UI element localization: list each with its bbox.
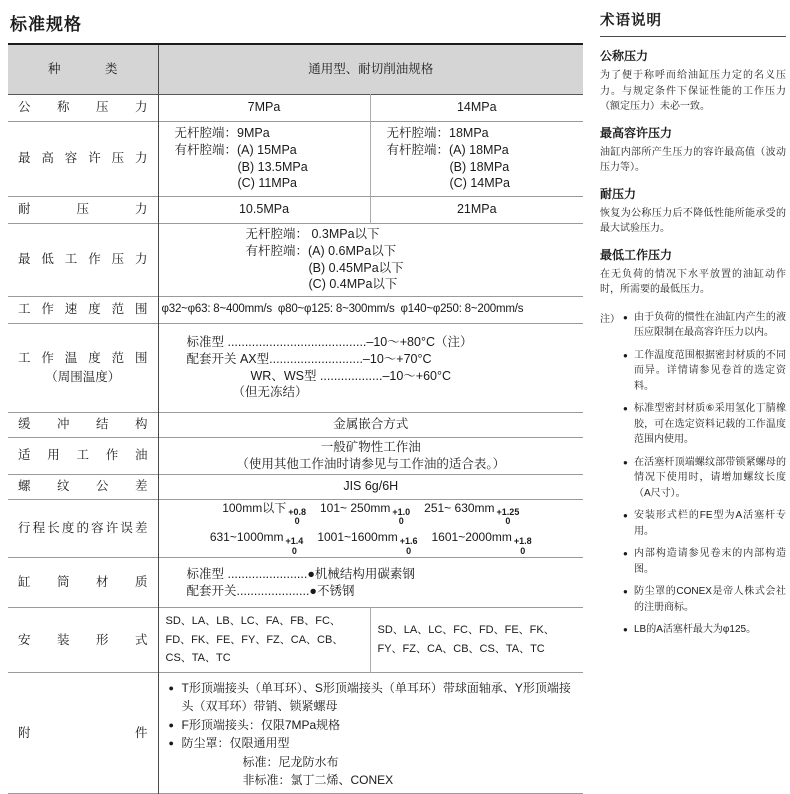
header-kind-label: 种类 <box>8 44 158 94</box>
glossary-heading: 耐压力 <box>600 186 637 201</box>
cell-line: (B) 18MPa <box>449 159 510 174</box>
cell-line: 标准型 ........................................–10～+80°C（注） <box>186 334 473 349</box>
cell-line: 一般矿物性工作油 <box>320 439 421 454</box>
max-allowable-14mpa-cell <box>370 121 583 196</box>
note-label: 注） <box>600 313 620 325</box>
nominal-7mpa: 7MPa <box>247 100 281 115</box>
row-label: 工作速度范围 <box>8 296 158 323</box>
row-label: 附件 <box>8 673 158 794</box>
spec-table <box>8 43 583 794</box>
row-stroke-length-tolerance <box>8 499 583 558</box>
row-label: 适用工作油 <box>8 437 158 474</box>
oil-cell <box>158 437 583 474</box>
cell-line: (C) 0.4MPa以下 <box>308 277 398 292</box>
row-label: 公称压力 <box>8 94 158 121</box>
row-min-working-pressure <box>8 223 583 296</box>
accessory-item: ● F形顶端接头：仅限7MPa规格 <box>168 717 341 732</box>
table-header-row <box>8 44 583 94</box>
stroke-tolerance-line <box>159 500 584 528</box>
row-label: 耐压力 <box>8 196 158 223</box>
note-item: ● 内部构造请参见卷末的内部构造图。 <box>623 548 786 575</box>
row-label: 螺纹公差 <box>8 474 158 499</box>
glossary-body: 为了便于称呼而给油缸压力定的名义压力。与规定条件下保证性能的工作压力（额定压力）未必一致。 <box>600 70 786 112</box>
row-applicable-oil <box>8 437 583 474</box>
label-line: 工作温度范围 <box>18 350 148 365</box>
note-item: ● LB的A活塞杆最大为φ125。 <box>623 624 757 635</box>
cell-line: 无杆腔端：18MPa <box>386 125 489 140</box>
stroke-tolerance-cell <box>158 499 583 558</box>
notes-block <box>600 310 786 638</box>
row-withstand-pressure <box>8 196 583 223</box>
cell-line: WR、WS型 ..................–10～+60°C <box>250 368 452 383</box>
speed-range-value: φ32~φ63: 8~400mm/s φ80~φ125: 8~300mm/s φ140~φ250: 8~200mm/s <box>161 302 524 315</box>
tolerance-segment: 251~ 630mm +1.25 0 <box>424 500 520 527</box>
tolerance-segment: 100mm以下 +0.8 0 <box>222 500 306 527</box>
note-item: ● 安装形式栏的FE型为A活塞杆专用。 <box>623 510 786 537</box>
cell-line: 有杆腔端：(A) 18MPa <box>386 142 509 157</box>
bullet-icon: ● <box>623 549 628 558</box>
row-max-allowable-pressure <box>8 121 583 196</box>
row-mounting-type <box>8 608 583 673</box>
row-tube-material <box>8 558 583 608</box>
glossary-panel <box>600 8 786 794</box>
cell-line: (B) 13.5MPa <box>237 159 308 174</box>
notes-list <box>623 310 786 638</box>
bullet-icon: ● <box>168 719 174 730</box>
cell-line: (C) 11MPa <box>237 176 298 191</box>
max-allowable-7mpa-cell <box>158 121 370 196</box>
tube-material-cell <box>158 558 583 608</box>
bullet-icon: ● <box>623 312 628 322</box>
bullet-icon: ● <box>168 683 174 694</box>
spec-title: 标准规格 <box>10 15 82 34</box>
row-label: 缓冲结构 <box>8 412 158 437</box>
cell-line: （使用其他工作油时请参见与工作油的适合表。） <box>236 456 506 471</box>
temperature-cell <box>158 323 583 412</box>
header-kind-value: 通用型、耐切削油规格 <box>308 61 434 76</box>
spec-panel <box>8 8 583 794</box>
accessory-item: ● 防尘罩：仅限通用型 <box>168 736 290 751</box>
bullet-icon: ● <box>623 404 628 413</box>
row-label: 最低工作压力 <box>8 223 158 296</box>
glossary-body: 恢复为公称压力后不降低性能所能承受的最大试验压力。 <box>600 207 786 234</box>
withstand-7mpa: 10.5MPa <box>238 202 290 217</box>
row-accessories <box>8 673 583 794</box>
row-thread-tolerance <box>8 474 583 499</box>
cell-line: (B) 0.45MPa以下 <box>308 260 404 275</box>
row-label: 最高容许压力 <box>8 121 158 196</box>
row-label: 行程长度的容许误差 <box>8 499 158 558</box>
glossary-body: 油缸内部所产生压力的容许最高值（波动压力等）。 <box>600 146 786 173</box>
tolerance-segment: 101~ 250mm +1.0 0 <box>319 500 411 527</box>
bullet-icon: ● <box>623 350 628 360</box>
label-line: （周围温度） <box>45 369 121 384</box>
tolerance-segment: 631~1000mm +1.4 0 <box>209 530 304 557</box>
accessory-subitem: 标准：尼龙防水布 <box>242 754 339 769</box>
accessory-item: ● T形顶端接头（单耳环）、S形顶端接头（单耳环）带球面轴承、Y形顶端接头（双耳环）带销、锁紧螺母 <box>168 681 571 714</box>
bullet-icon: ● <box>168 738 174 749</box>
row-cushion-structure <box>8 412 583 437</box>
cell-line: 有杆腔端：(A) 0.6MPa以下 <box>245 243 397 258</box>
bullet-icon: ● <box>623 625 628 634</box>
row-working-temperature-range <box>8 323 583 412</box>
cell-line: 标准型 .......................●机械结构用碳素钢 <box>186 566 415 581</box>
withstand-14mpa: 21MPa <box>370 196 583 223</box>
mounting-14mpa: SD、LA、LC、FC、FD、FE、FK、FY、FZ、CA、CB、CS、TA、TC <box>370 608 583 673</box>
note-item: ● 标准型密封材质⑥采用氢化丁腈橡胶，可在选定资料记载的工作温度范围内使用。 <box>623 403 786 445</box>
title-rule <box>600 36 786 37</box>
cell-line: 有杆腔端：(A) 15MPa <box>174 142 297 157</box>
bullet-icon: ● <box>623 457 628 467</box>
accessories-cell <box>158 673 583 794</box>
cell-line: 无杆腔端： 0.3MPa以下 <box>245 226 380 241</box>
mounting-7mpa: SD、LA、LB、LC、FA、FB、FC、FD、FK、FE、FY、FZ、CA、CB、CS、TA、TC <box>165 615 344 665</box>
stroke-tolerance-line <box>159 529 584 557</box>
row-label: 安装形式 <box>8 608 158 673</box>
min-working-cell <box>158 223 583 296</box>
cell-line: （但无冻结） <box>232 385 308 400</box>
bullet-icon: ● <box>623 511 628 520</box>
glossary-heading: 公称压力 <box>600 49 649 63</box>
glossary-heading: 最高容许压力 <box>600 125 673 140</box>
cell-line: 配套开关.....................●不锈钢 <box>186 583 355 598</box>
bullet-icon: ● <box>623 587 628 596</box>
cell-line: (C) 14MPa <box>449 176 510 191</box>
row-label <box>8 323 158 412</box>
thread-tolerance-value: JIS 6g/6H <box>343 479 399 494</box>
note-item: ● 防尘罩的CONEX是帝人株式会社的注册商标。 <box>623 586 786 613</box>
nominal-14mpa: 14MPa <box>370 94 583 121</box>
tolerance-segment: 1601~2000mm +1.8 0 <box>431 530 532 557</box>
tolerance-segment: 1001~1600mm +1.6 0 <box>317 530 418 557</box>
cushion-value: 金属嵌合方式 <box>333 417 409 432</box>
glossary-title: 术语说明 <box>600 13 662 29</box>
cell-line: 配套开关 AX型...........................–10～+70°C <box>186 351 432 366</box>
note-item: ● 由于负荷的惯性在油缸内产生的液压应限制在最高容许压力以内。 <box>623 311 786 338</box>
row-label: 缸筒材质 <box>8 558 158 608</box>
cell-line: 无杆腔端：9MPa <box>174 125 270 140</box>
accessory-subitem: 非标准：氯丁二烯、CONEX <box>242 772 394 787</box>
glossary-body: 在无负荷的情况下水平放置的油缸动作时，所需要的最低压力。 <box>600 268 786 295</box>
glossary-heading: 最低工作压力 <box>600 247 673 262</box>
row-working-speed-range <box>8 296 583 323</box>
row-nominal-pressure <box>8 94 583 121</box>
note-item: ● 在活塞杆顶端螺纹部带锁紧螺母的情况下使用时，请增加螺纹长度（A尺寸）。 <box>623 456 786 499</box>
note-item: ● 工作温度范围根据密封材质的不同而异。详情请参见卷首的选定资料。 <box>623 349 786 392</box>
